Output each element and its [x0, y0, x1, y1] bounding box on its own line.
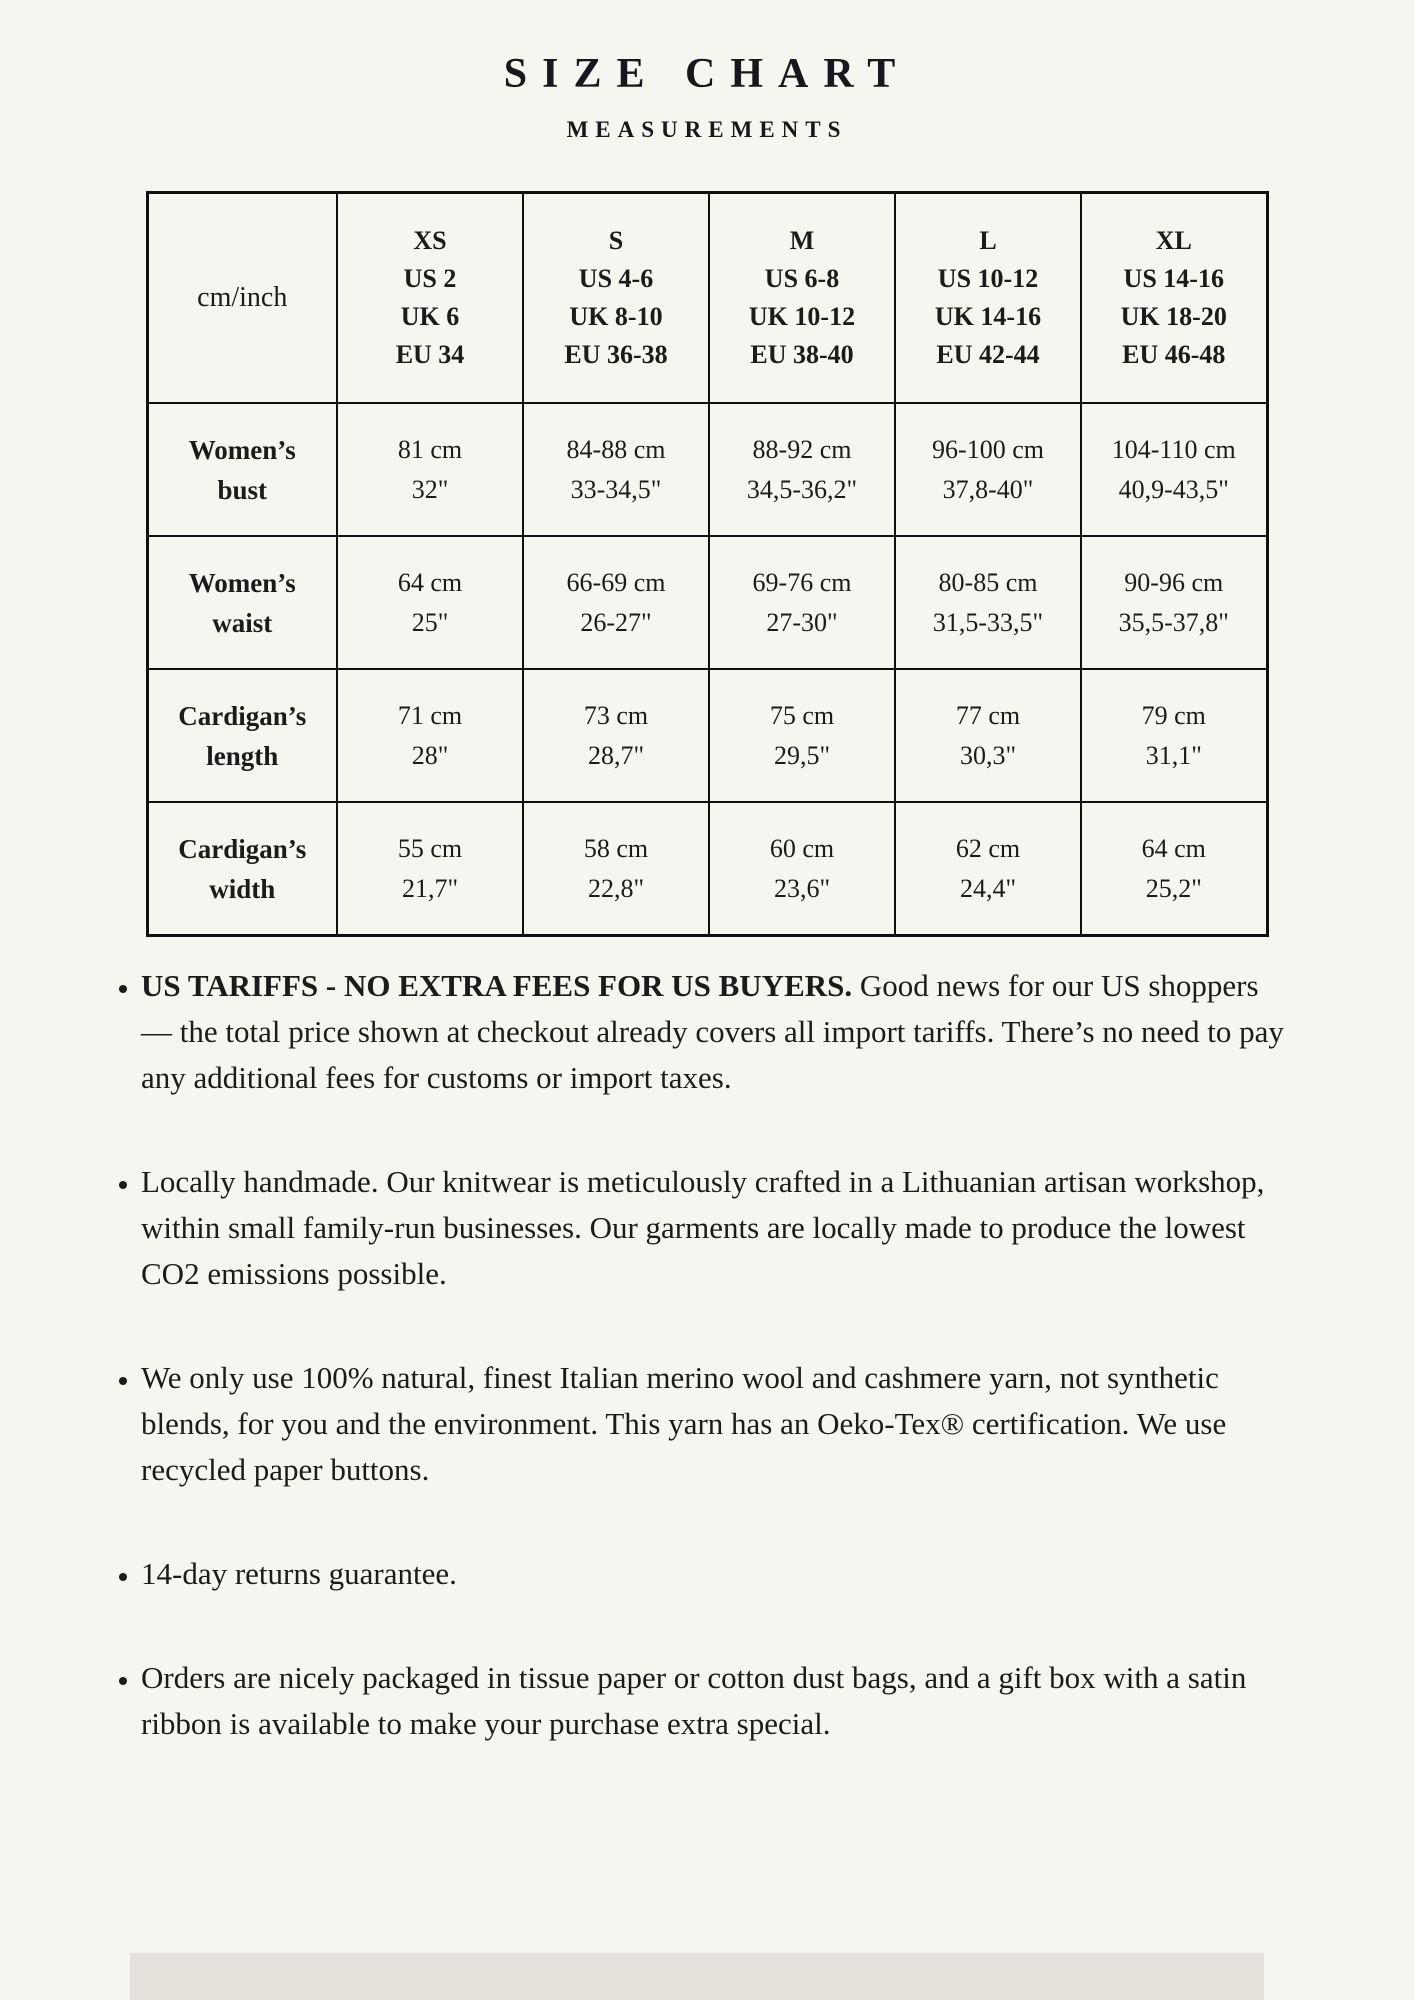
measurement-cell — [709, 536, 895, 669]
measurement-cell — [1081, 669, 1267, 802]
list-item-natural-yarn — [141, 1355, 1296, 1493]
header-cell-l — [895, 193, 1081, 404]
measurement-inch: 34,5-36,2" — [746, 474, 858, 504]
measurement-inch: 26-27" — [580, 607, 652, 637]
measurement-cell — [523, 536, 709, 669]
measurement-cell — [1081, 403, 1267, 536]
size-chart-table — [146, 191, 1269, 937]
measurement-cm: 80-85 cm — [938, 567, 1038, 597]
eu-size: EU 38-40 — [750, 340, 854, 369]
measurement-inch: 30,3" — [959, 740, 1017, 770]
row-label: bust — [217, 474, 268, 505]
measurement-cell — [895, 403, 1081, 536]
measurement-cell — [895, 669, 1081, 802]
measurement-inch: 24,4" — [959, 873, 1017, 903]
table-row-womens-waist — [147, 536, 1267, 669]
measurement-cm: 88-92 cm — [752, 434, 852, 464]
measurement-cm: 71 cm — [397, 700, 463, 730]
measurement-cell — [895, 802, 1081, 936]
eu-size: EU 42-44 — [936, 340, 1040, 369]
table-row-womens-bust — [147, 403, 1267, 536]
measurement-cell — [709, 669, 895, 802]
us-size: US 6-8 — [764, 264, 840, 293]
row-label: waist — [212, 607, 273, 638]
list-item-packaging — [141, 1655, 1296, 1747]
measurement-inch: 32" — [411, 474, 449, 504]
measurement-cm: 90-96 cm — [1124, 567, 1224, 597]
info-list — [0, 963, 1414, 1747]
list-item-returns — [141, 1551, 1296, 1597]
row-label: Women’s — [188, 434, 296, 465]
measurement-cm: 64 cm — [1141, 833, 1206, 863]
measurement-cell — [337, 536, 523, 669]
measurement-inch: 31,5-33,5" — [932, 607, 1044, 637]
measurement-inch: 23,6" — [773, 873, 831, 903]
eu-size: EU 36-38 — [564, 340, 668, 369]
measurement-cm: 104-110 cm — [1111, 434, 1236, 464]
size-label: M — [789, 226, 815, 255]
row-label: Cardigan’s — [178, 700, 307, 731]
us-size: US 4-6 — [578, 264, 654, 293]
measurement-inch: 25,2" — [1145, 873, 1202, 903]
row-label: Cardigan’s — [178, 833, 307, 864]
us-size: US 2 — [403, 264, 457, 293]
measurement-cm: 75 cm — [769, 700, 835, 730]
eu-size: EU 34 — [395, 340, 465, 369]
bullet-text: Good news for our US shoppers — the total price shown at checkout already covers all import tariffs. There’s no need to pay any additional fees for customs or import taxes. — [141, 968, 1284, 1095]
measurement-cm: 73 cm — [583, 700, 649, 730]
measurement-cell — [1081, 802, 1267, 936]
row-label: Women’s — [188, 567, 296, 598]
page-subtitle: MEASUREMENTS — [566, 117, 848, 142]
measurement-cm: 96-100 cm — [932, 434, 1044, 464]
measurement-cm: 60 cm — [769, 833, 835, 863]
measurement-cell — [895, 536, 1081, 669]
bottom-section-panel — [130, 1953, 1264, 2000]
measurement-inch: 40,9-43,5" — [1118, 474, 1229, 504]
uk-size: UK 14-16 — [934, 302, 1042, 331]
measurement-inch: 28,7" — [587, 740, 645, 770]
header-cell-m — [709, 193, 895, 404]
measurement-inch: 28" — [411, 740, 449, 770]
table-row-cardigans-length — [147, 669, 1267, 802]
us-size: US 14-16 — [1123, 264, 1224, 293]
row-label-cell — [147, 536, 337, 669]
bullet-text: Orders are nicely packaged in tissue paper or cotton dust bags, and a gift box with a satin ribbon is available to make your purchase extra special. — [141, 1660, 1247, 1741]
us-size: US 10-12 — [937, 264, 1039, 293]
measurement-inch: 22,8" — [587, 873, 645, 903]
page-title: SIZE CHART — [503, 51, 911, 97]
measurement-cm: 66-69 cm — [566, 567, 666, 597]
measurement-inch: 35,5-37,8" — [1118, 607, 1229, 637]
measurement-cm: 55 cm — [397, 833, 463, 863]
measurement-cm: 79 cm — [1141, 700, 1206, 730]
measurement-cell — [1081, 536, 1267, 669]
measurement-cm: 62 cm — [955, 833, 1021, 863]
measurement-cm: 64 cm — [397, 567, 463, 597]
uk-size: UK 6 — [400, 302, 460, 331]
uk-size: UK 10-12 — [748, 302, 856, 331]
bullet-text: We only use 100% natural, finest Italian merino wool and cashmere yarn, not synthetic blends, for you and the environment. This yarn has an Oeko-Tex® certification. We use recycled paper buttons. — [141, 1360, 1227, 1487]
measurement-cell — [523, 802, 709, 936]
list-item-us-tariffs — [141, 963, 1296, 1101]
bullet-text: Locally handmade. Our knitwear is meticulously crafted in a Lithuanian artisan workshop, within small family-run businesses. Our garments are locally made to produce the lowest CO2 emissions possible. — [141, 1164, 1265, 1291]
header-cell-xs — [337, 193, 523, 404]
header-cell-xl — [1081, 193, 1267, 404]
measurement-cm: 58 cm — [583, 833, 649, 863]
measurement-inch: 29,5" — [773, 740, 831, 770]
measurement-cell — [523, 669, 709, 802]
size-label: L — [979, 226, 997, 255]
measurement-inch: 31,1" — [1145, 740, 1202, 770]
size-label: S — [608, 226, 624, 255]
row-label-cell — [147, 802, 337, 936]
row-label-cell — [147, 403, 337, 536]
measurement-inch: 27-30" — [766, 607, 838, 637]
measurement-inch: 21,7" — [401, 873, 459, 903]
row-label: width — [209, 873, 276, 904]
row-label-cell — [147, 669, 337, 802]
measurement-inch: 33-34,5" — [570, 474, 662, 504]
measurement-inch: 37,8-40" — [942, 474, 1034, 504]
list-item-locally-handmade — [141, 1159, 1296, 1297]
units-label-cell: cm/inch — [147, 193, 337, 404]
measurement-cell — [337, 802, 523, 936]
bullet-lead: US TARIFFS - NO EXTRA FEES FOR US BUYERS. — [141, 968, 853, 1003]
measurement-cm: 81 cm — [397, 434, 463, 464]
row-label: length — [206, 740, 279, 771]
measurement-cell — [337, 669, 523, 802]
measurement-cell — [709, 403, 895, 536]
eu-size: EU 46-48 — [1122, 340, 1226, 369]
measurement-cell — [337, 403, 523, 536]
measurement-cm: 69-76 cm — [752, 567, 852, 597]
uk-size: UK 8-10 — [569, 302, 663, 331]
header-cell-s — [523, 193, 709, 404]
table-row-cardigans-width — [147, 802, 1267, 936]
size-label: XS — [413, 226, 447, 255]
bullet-text: 14-day returns guarantee. — [141, 1556, 457, 1591]
measurement-cell — [709, 802, 895, 936]
measurement-cm: 77 cm — [955, 700, 1021, 730]
header-row — [147, 193, 1267, 404]
measurement-cell — [523, 403, 709, 536]
measurement-cm: 84-88 cm — [566, 434, 666, 464]
measurement-inch: 25" — [411, 607, 449, 637]
size-label: XL — [1155, 226, 1192, 255]
uk-size: UK 18-20 — [1120, 302, 1227, 331]
